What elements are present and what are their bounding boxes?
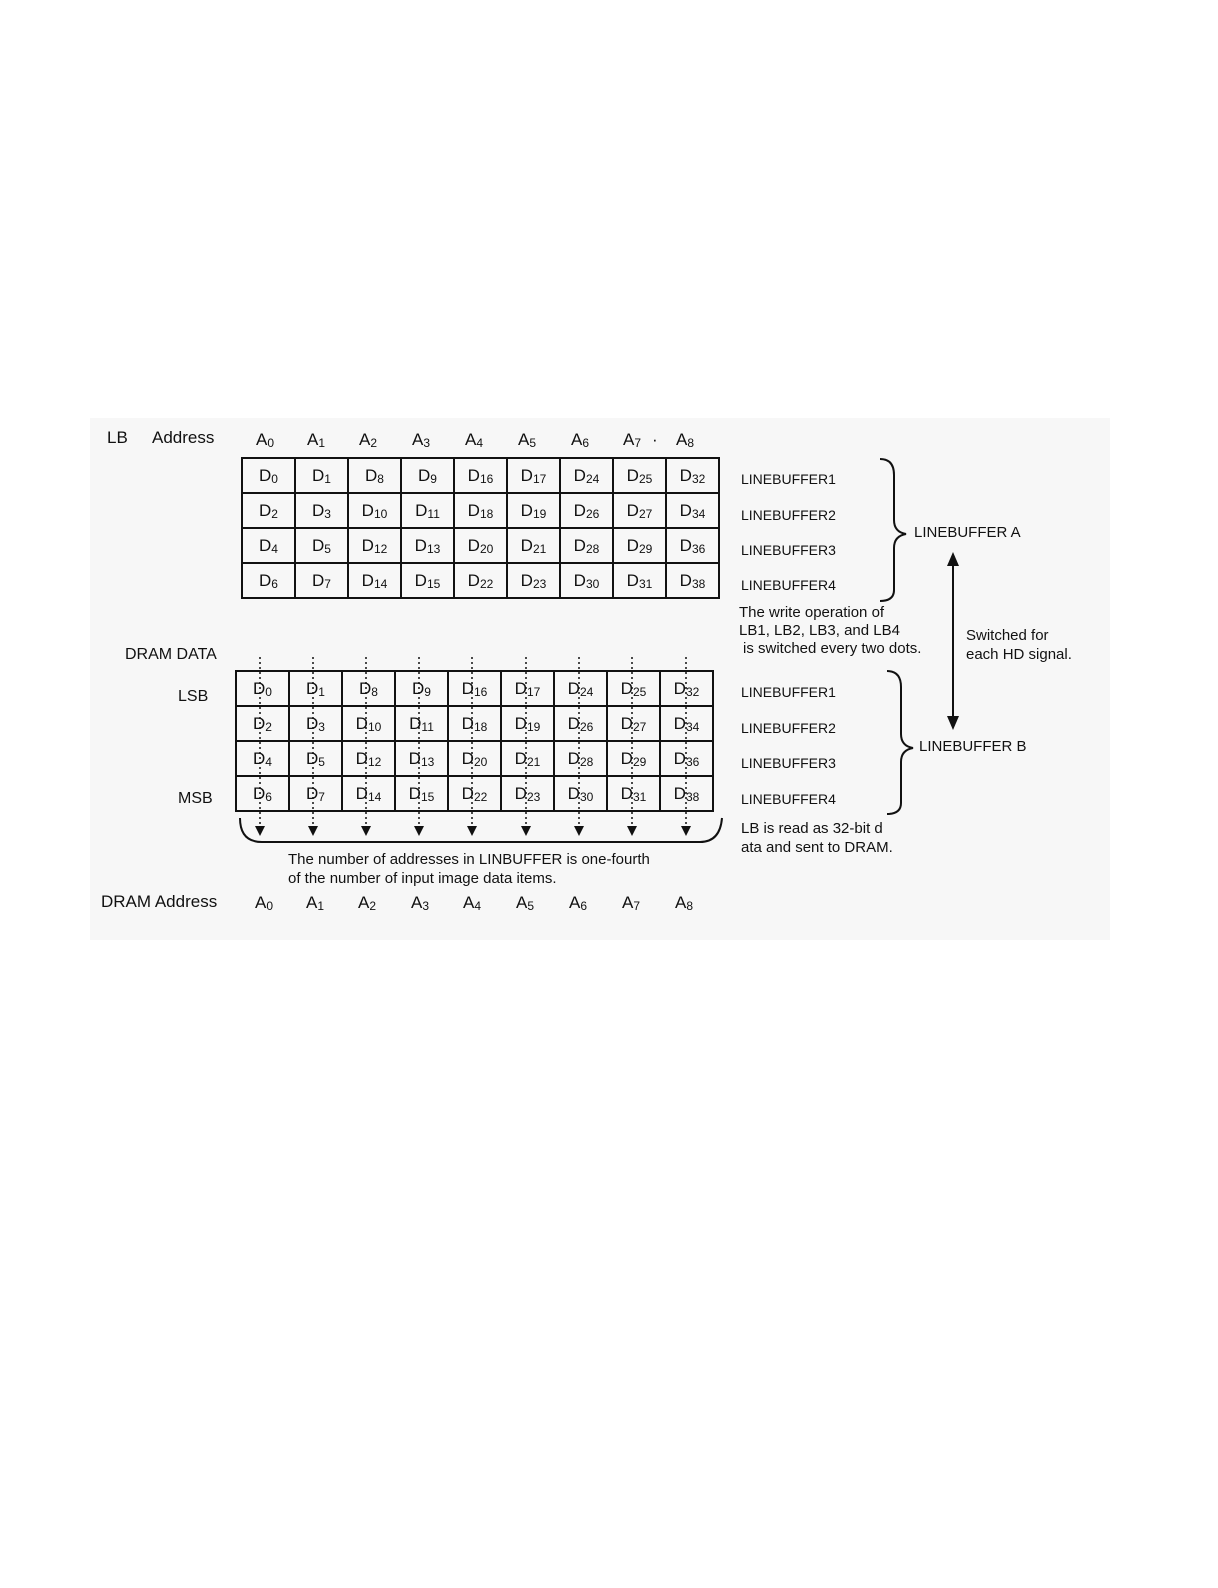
data-cell: D13	[395, 741, 448, 776]
data-cell: D34	[666, 493, 719, 528]
data-cell: D19	[507, 493, 560, 528]
data-cell: D31	[607, 776, 660, 811]
data-cell: D36	[660, 741, 713, 776]
linebuffer-label: LINEBUFFER4	[741, 577, 836, 593]
dram-address: A8	[675, 893, 694, 913]
data-cell: D8	[342, 671, 395, 706]
lb-label: LB	[107, 428, 128, 447]
data-cell: D32	[666, 458, 719, 493]
data-cell: D26	[560, 493, 613, 528]
data-cell: D13	[401, 528, 454, 563]
linebuffer-a-row	[242, 528, 719, 563]
data-cell: D3	[295, 493, 348, 528]
data-cell: D38	[666, 563, 719, 598]
data-cell: D38	[660, 776, 713, 811]
data-cell: D15	[395, 776, 448, 811]
linebuffer-label: LINEBUFFER4	[741, 791, 836, 807]
switch-note	[966, 626, 1072, 664]
data-cell: D1	[289, 671, 342, 706]
dram-address: A4	[463, 893, 482, 913]
data-cell: D17	[507, 458, 560, 493]
data-cell: D14	[342, 776, 395, 811]
data-cell: D2	[236, 706, 289, 741]
read-note-line: LB is read as 32-bit d	[741, 820, 883, 837]
data-cell: D8	[348, 458, 401, 493]
linebuffer-a-row	[242, 493, 719, 528]
data-cell: D22	[454, 563, 507, 598]
data-cell: D19	[501, 706, 554, 741]
switch-note-line: each HD signal.	[966, 646, 1072, 663]
data-cell: D6	[236, 776, 289, 811]
dram-data-label: DRAM DATA	[125, 646, 217, 663]
data-cell: D16	[454, 458, 507, 493]
data-cell: D26	[554, 706, 607, 741]
linebuffer-label: LINEBUFFER3	[741, 542, 836, 558]
linebuffer-label: LINEBUFFER1	[741, 471, 836, 487]
msb-label: MSB	[178, 790, 213, 807]
linebuffer-b-row	[236, 776, 713, 811]
linebuffer-label: LINEBUFFER2	[741, 507, 836, 523]
data-cell: D16	[448, 671, 501, 706]
data-cell: D7	[289, 776, 342, 811]
data-cell: D34	[660, 706, 713, 741]
data-cell: D28	[560, 528, 613, 563]
data-cell: D30	[560, 563, 613, 598]
data-cell: D29	[607, 741, 660, 776]
data-cell: D21	[501, 741, 554, 776]
write-note-line: The write operation of	[739, 604, 885, 621]
read-note-line: ata and sent to DRAM.	[741, 839, 893, 856]
lb-address: A4	[465, 430, 484, 450]
linebuffer-label: LINEBUFFER1	[741, 684, 836, 700]
lsb-label: LSB	[178, 688, 209, 705]
data-cell: D17	[501, 671, 554, 706]
write-note-line: LB1, LB2, LB3, and LB4	[739, 622, 900, 639]
switch-note-line: Switched for	[966, 627, 1049, 644]
data-cell: D20	[448, 741, 501, 776]
count-note-line: The number of addresses in LINBUFFER is one-fourth	[288, 851, 650, 868]
data-cell: D5	[295, 528, 348, 563]
data-cell: D5	[289, 741, 342, 776]
data-cell: D9	[401, 458, 454, 493]
count-note-line: of the number of input image data items.	[288, 870, 557, 887]
dram-address: A7	[622, 893, 641, 913]
data-cell: D25	[613, 458, 666, 493]
data-cell: D20	[454, 528, 507, 563]
data-cell: D4	[236, 741, 289, 776]
data-cell: D7	[295, 563, 348, 598]
data-cell: D2	[242, 493, 295, 528]
data-cell: D1	[295, 458, 348, 493]
read-note	[741, 819, 893, 857]
dram-address: A5	[516, 893, 535, 913]
data-cell: D24	[554, 671, 607, 706]
data-cell: D0	[242, 458, 295, 493]
count-note	[288, 850, 650, 888]
data-cell: D0	[236, 671, 289, 706]
address-separator: ·	[652, 430, 658, 449]
data-cell: D9	[395, 671, 448, 706]
lb-address: A5	[518, 430, 537, 450]
data-cell: D30	[554, 776, 607, 811]
data-cell: D18	[448, 706, 501, 741]
dram-address: A6	[569, 893, 588, 913]
linebuffer-b-row	[236, 671, 713, 706]
data-cell: D11	[401, 493, 454, 528]
data-cell: D25	[607, 671, 660, 706]
data-cell: D11	[395, 706, 448, 741]
data-cell: D15	[401, 563, 454, 598]
dram-address: A3	[411, 893, 430, 913]
lb-address: A6	[571, 430, 590, 450]
write-note	[739, 604, 921, 658]
data-cell: D28	[554, 741, 607, 776]
data-cell: D23	[507, 563, 560, 598]
lb-address: A3	[412, 430, 431, 450]
data-cell: D12	[348, 528, 401, 563]
lb-address: A8	[676, 430, 695, 450]
data-cell: D31	[613, 563, 666, 598]
dram-address-label: DRAM Address	[101, 892, 218, 911]
data-cell: D24	[560, 458, 613, 493]
linebuffer-b-row	[236, 706, 713, 741]
data-cell: D21	[507, 528, 560, 563]
data-cell: D14	[348, 563, 401, 598]
data-cell: D3	[289, 706, 342, 741]
data-cell: D4	[242, 528, 295, 563]
data-cell: D18	[454, 493, 507, 528]
data-cell: D27	[607, 706, 660, 741]
data-cell: D10	[342, 706, 395, 741]
data-cell: D6	[242, 563, 295, 598]
lb-address: A2	[359, 430, 378, 450]
data-cell: D27	[613, 493, 666, 528]
dram-address: A1	[306, 893, 325, 913]
linebuffer-a-row	[242, 563, 719, 598]
linebuffer-b-label: LINEBUFFER B	[919, 738, 1027, 755]
lb-address: A0	[256, 430, 275, 450]
data-cell: D32	[660, 671, 713, 706]
lb-address: A7	[623, 430, 642, 450]
lb-address: A1	[307, 430, 326, 450]
data-cell: D29	[613, 528, 666, 563]
linebuffer-label: LINEBUFFER3	[741, 755, 836, 771]
linebuffer-a-label: LINEBUFFER A	[914, 524, 1021, 541]
linebuffer-a-row	[242, 458, 719, 493]
lb-address-label: Address	[152, 428, 215, 447]
linebuffer-b-row	[236, 741, 713, 776]
linebuffer-a-grid	[241, 457, 720, 599]
data-cell: D23	[501, 776, 554, 811]
linebuffer-label: LINEBUFFER2	[741, 720, 836, 736]
dram-address: A2	[358, 893, 377, 913]
data-cell: D36	[666, 528, 719, 563]
data-cell: D10	[348, 493, 401, 528]
linebuffer-b-grid	[235, 670, 714, 812]
data-cell: D12	[342, 741, 395, 776]
write-note-line: is switched every two dots.	[743, 640, 922, 657]
dram-address: A0	[255, 893, 274, 913]
data-cell: D22	[448, 776, 501, 811]
